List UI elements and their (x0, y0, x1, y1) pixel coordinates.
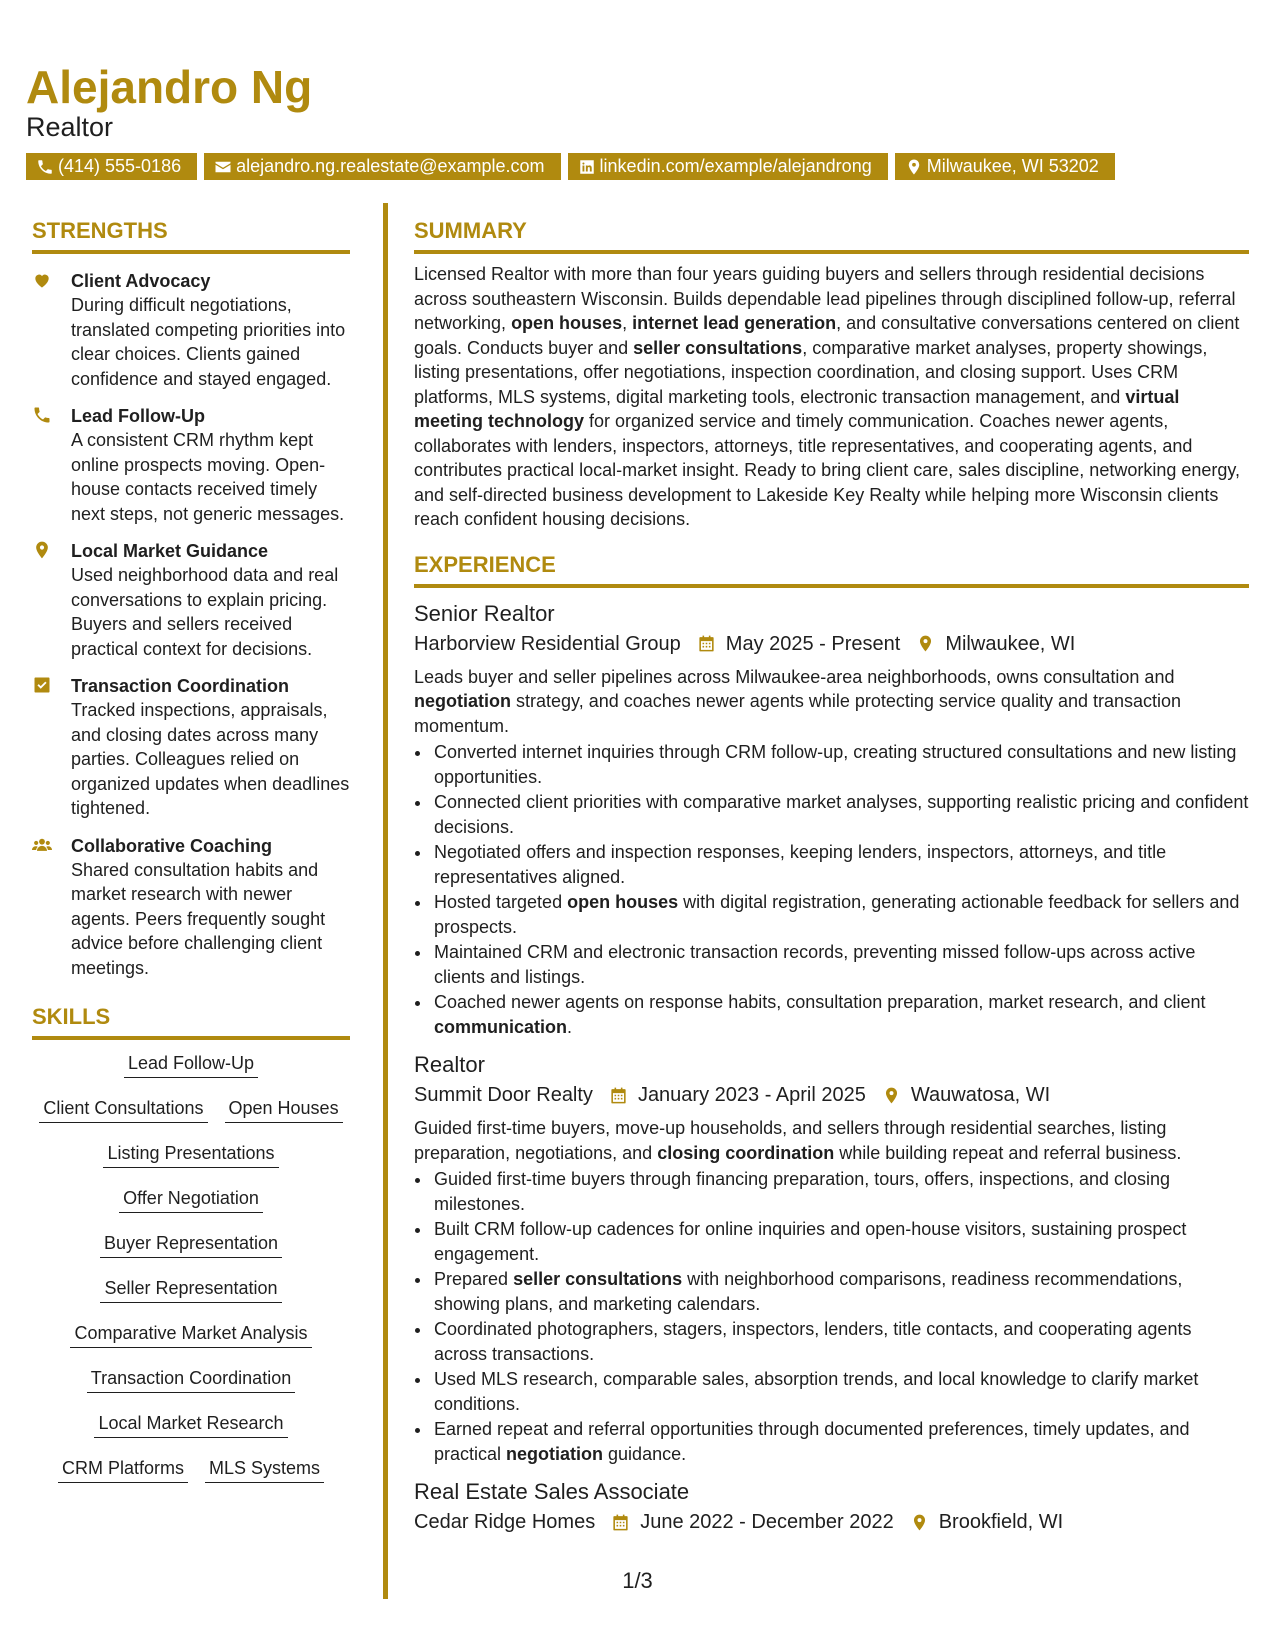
job-meta (414, 1506, 1249, 1538)
job-location: Milwaukee, WI (945, 632, 1076, 655)
text-run: Guided first-time buyers through financing preparation, tours, offers, inspections, and closing milestones. (434, 1169, 1171, 1214)
bullet-item (432, 1417, 1249, 1466)
job-title: Senior Realtor (414, 600, 555, 626)
skill-tag: Buyer Representation (100, 1232, 282, 1258)
contact-linkedin-text: linkedin.com/example/alejandrong (599, 156, 872, 176)
bold-text: virtual meeting technology (414, 386, 1180, 431)
users-icon (32, 835, 52, 855)
linkedin-icon (578, 158, 596, 176)
contact-location (895, 153, 1115, 180)
text-run: . (567, 1016, 573, 1037)
text-run: Earned repeat and referral opportunities through documented preferences, timely updates, and practical (434, 1419, 1190, 1464)
skill-tag: Transaction Coordination (87, 1367, 295, 1393)
job-meta (414, 1079, 1249, 1111)
bold-text: internet lead generation (632, 313, 837, 333)
location-pin-icon (916, 634, 935, 653)
phone-icon (36, 158, 54, 176)
skill-tag: MLS Systems (205, 1457, 324, 1483)
text-run: with neighborhood comparisons, readiness recommendations, showing plans, and marketing calendars. (434, 1269, 1183, 1314)
strength-title: Client Advocacy (71, 271, 211, 291)
text-run: Negotiated offers and inspection responses, keeping lenders, inspectors, attorneys, and title representatives aligned. (434, 842, 1167, 887)
job-company: Cedar Ridge Homes (414, 1511, 596, 1533)
bullet-item (432, 790, 1249, 839)
job-description (414, 665, 1249, 739)
skill-tag: Client Consultations (39, 1097, 207, 1123)
strengths-heading: STRENGTHS (32, 218, 350, 254)
skills-list (32, 1052, 350, 1483)
skills-row (32, 1097, 350, 1123)
text-run: Used MLS research, comparable sales, absorption trends, and local knowledge to clarify market conditions. (434, 1369, 1199, 1414)
contact-linkedin[interactable] (568, 153, 888, 180)
bullet-item (432, 1267, 1249, 1316)
strength-title: Transaction Coordination (71, 676, 290, 696)
bold-text: seller consultations (633, 337, 803, 358)
bullet-item (432, 940, 1249, 989)
job-meta (414, 628, 1249, 660)
location-pin-icon (882, 1086, 901, 1105)
skills-row (32, 1412, 350, 1438)
resume-role: Realtor (26, 112, 114, 142)
skill-tag: Open Houses (225, 1097, 343, 1123)
summary-heading: SUMMARY (414, 218, 1249, 254)
skills-row (32, 1277, 350, 1303)
skills-heading: SKILLS (32, 1004, 350, 1040)
job-location: Wauwatosa, WI (910, 1084, 1051, 1106)
location-pin-icon (905, 158, 923, 176)
text-run: , (622, 313, 633, 333)
job-dates: May 2025 - Present (725, 632, 901, 655)
column-divider (383, 203, 388, 1599)
bullet-item (432, 1167, 1249, 1216)
text-run: , comparative market analyses, property showings, listing presentations, offer negotiations, inspection coordination, and closing support. Uses CRM platforms, MLS systems, digital marketing tools, electronic transaction management, and (414, 337, 1208, 407)
strength-title: Collaborative Coaching (71, 835, 273, 856)
phone-icon (32, 405, 52, 425)
skills-row (32, 1322, 350, 1348)
job-title: Realtor (414, 1052, 485, 1077)
bullet-item (432, 740, 1249, 789)
job-dates: June 2022 - December 2022 (640, 1511, 894, 1533)
contact-location-text: Milwaukee, WI 53202 (926, 156, 1099, 176)
calendar-icon (611, 1513, 630, 1532)
text-run: with digital registration, generating actionable feedback for sellers and prospects. (434, 892, 1240, 937)
job-description (414, 1116, 1249, 1165)
strength-desc: During difficult negotiations, translated competing priorities into clear choices. Clients gained confidence and stayed engaged. (71, 295, 346, 389)
strength-title: Lead Follow-Up (71, 406, 205, 426)
bullet-item (432, 890, 1249, 939)
bullet-item (432, 1367, 1249, 1416)
job-title: Real Estate Sales Associate (414, 1479, 690, 1504)
job-bullets (414, 1167, 1249, 1466)
bullet-item (432, 1317, 1249, 1366)
text-run: for organized service and timely communication. Coaches newer agents, collaborates with lenders, inspectors, attorneys, title representatives, and cooperating agents, and contributes practical local-market insight. Ready to bring client care, sales discipline, networking energy, and self-directed business development to Lakeside Key Realty while helping more Wisconsin clients reach confident housing decisions. (414, 411, 1241, 529)
text-run: Licensed Realtor with more than four years guiding buyers and sellers through residential decisions across southeastern Wisconsin. Builds dependable lead pipelines through disciplined follow-up, referral networking, (414, 264, 1236, 333)
text-run: Maintained CRM and electronic transaction records, preventing missed follow-ups across active clients and listings. (434, 942, 1196, 987)
job-entry (414, 1051, 1249, 1466)
job-dates: January 2023 - April 2025 (637, 1084, 866, 1106)
right-column (414, 218, 1249, 1538)
job-entry (414, 600, 1249, 1040)
skill-tag: Lead Follow-Up (124, 1052, 258, 1078)
experience-list (414, 600, 1249, 1539)
text-run: Coordinated photographers, stagers, inspectors, lenders, title contacts, and cooperating agents across transactions. (434, 1319, 1192, 1364)
bold-text: negotiation (414, 691, 511, 711)
contact-email[interactable] (204, 153, 560, 180)
bullet-item (432, 840, 1249, 889)
text-run: Leads buyer and seller pipelines across Milwaukee-area neighborhoods, owns consultation and (414, 666, 1175, 687)
strength-item (32, 404, 350, 526)
strength-desc: Tracked inspections, appraisals, and closing dates across many parties. Colleagues relied on organized updates when deadlines tightened. (71, 700, 350, 818)
job-location: Brookfield, WI (938, 1511, 1064, 1533)
contact-phone-text: (414) 555-0186 (58, 156, 182, 176)
bold-text: open houses (567, 892, 679, 912)
skill-tag: Local Market Research (94, 1412, 287, 1438)
strength-desc: Shared consultation habits and market research with newer agents. Peers frequently sought advice before challenging client meetings. (71, 859, 326, 978)
page-number: 1/3 (622, 1568, 653, 1593)
heart-icon (32, 270, 52, 290)
contact-bar (26, 153, 1115, 180)
skills-row (32, 1142, 350, 1168)
calendar-icon (609, 1086, 628, 1105)
location-pin-icon (32, 540, 52, 560)
job-company: Summit Door Realty (414, 1084, 593, 1106)
bold-text: open houses (511, 313, 623, 333)
contact-phone[interactable] (26, 153, 197, 180)
resume-name: Alejandro Ng (26, 61, 313, 113)
strength-item (32, 674, 350, 821)
text-run: strategy, and coaches newer agents while protecting service quality and transaction momentum. (414, 691, 1182, 736)
skills-row (32, 1367, 350, 1393)
text-run: Prepared (434, 1269, 514, 1289)
bold-text: communication (434, 1016, 568, 1037)
bullet-item (432, 1217, 1249, 1266)
strength-desc: A consistent CRM rhythm kept online prospects moving. Open-house contacts received timely next steps, not generic messages. (71, 430, 345, 524)
bold-text: closing coordination (657, 1142, 835, 1163)
skill-tag: Seller Representation (100, 1277, 281, 1303)
skills-row (32, 1232, 350, 1258)
text-run: while building repeat and referral business. (834, 1142, 1182, 1163)
summary-text (414, 262, 1249, 532)
bold-text: negotiation (506, 1443, 604, 1464)
text-run: Hosted targeted (434, 892, 568, 912)
job-company: Harborview Residential Group (414, 632, 681, 655)
left-column (32, 218, 350, 1483)
skill-tag: CRM Platforms (58, 1457, 188, 1483)
calendar-icon (697, 634, 716, 653)
experience-heading: EXPERIENCE (414, 552, 1249, 588)
text-run: Built CRM follow-up cadences for online inquiries and open-house visitors, sustaining prospect engagement. (434, 1219, 1187, 1264)
strength-item (32, 539, 350, 661)
contact-email-text: alejandro.ng.realestate@example.com (236, 156, 545, 176)
text-run: Connected client priorities with comparative market analyses, supporting realistic pricing and confident decisions. (434, 792, 1249, 837)
strength-item (32, 834, 350, 981)
skill-tag: Listing Presentations (103, 1142, 278, 1168)
skills-row (32, 1457, 350, 1483)
text-run: guidance. (603, 1443, 687, 1464)
text-run: , and consultative conversations centered on client goals. Conducts buyer and (414, 313, 1240, 358)
envelope-icon (214, 158, 232, 176)
text-run: Guided first-time buyers, move-up households, and sellers through residential searches, listing preparation, negotiations, and (414, 1118, 1167, 1163)
checkbox-icon (32, 675, 52, 695)
bold-text: seller consultations (513, 1269, 683, 1289)
skills-row (32, 1052, 350, 1078)
job-bullets (414, 740, 1249, 1039)
skill-tag: Offer Negotiation (119, 1187, 263, 1213)
strength-desc: Used neighborhood data and real conversations to explain pricing. Buyers and sellers received practical context for decisions. (71, 565, 339, 659)
text-run: Converted internet inquiries through CRM follow-up, creating structured consultations and new listing opportunities. (434, 742, 1237, 787)
skill-tag: Comparative Market Analysis (70, 1322, 311, 1348)
bullet-item (432, 990, 1249, 1039)
strength-item (32, 269, 350, 391)
location-pin-icon (910, 1513, 929, 1532)
job-entry (414, 1478, 1249, 1538)
skills-row (32, 1187, 350, 1213)
text-run: Coached newer agents on response habits, consultation preparation, market research, and client (434, 992, 1206, 1012)
strength-title: Local Market Guidance (71, 541, 269, 561)
